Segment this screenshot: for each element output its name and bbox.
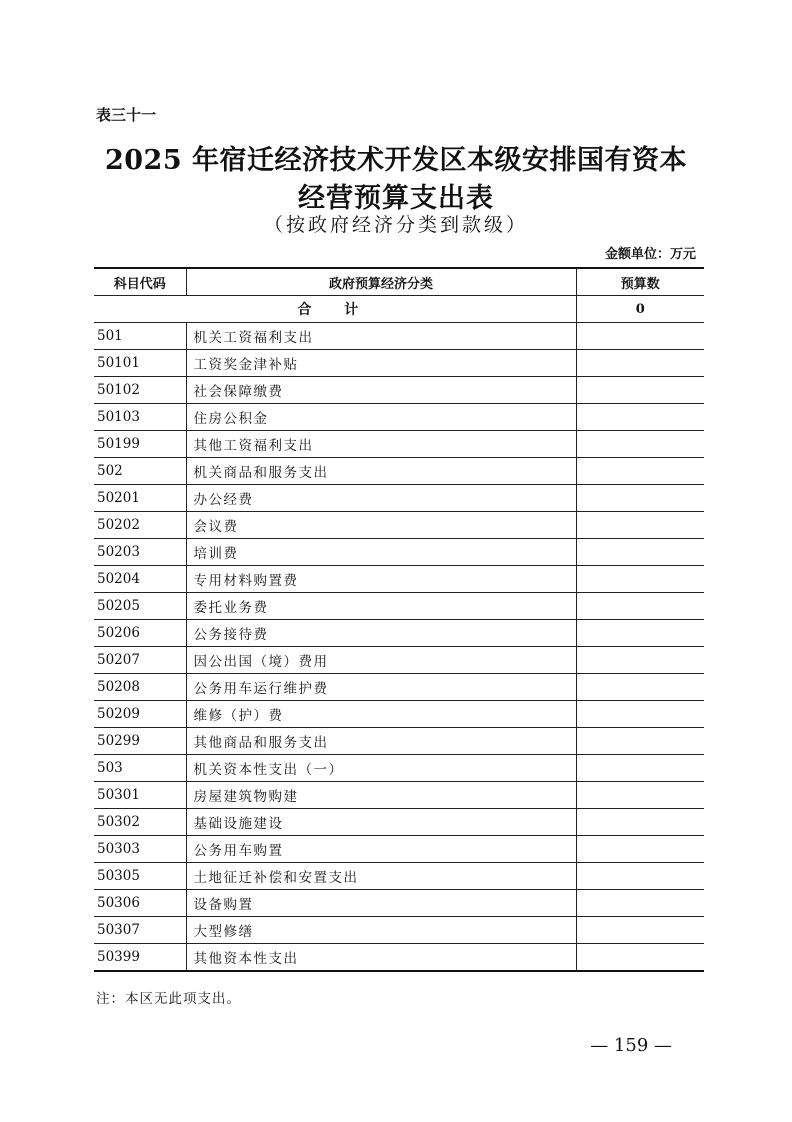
table-header-row [94, 268, 704, 296]
row-category: 社会保障缴费 [186, 377, 576, 404]
row-code: 50399 [94, 944, 186, 972]
row-amount [576, 539, 704, 566]
table-row [94, 917, 704, 944]
row-code: 50204 [94, 566, 186, 593]
header-code: 科目代码 [94, 268, 186, 296]
row-category: 机关工资福利支出 [186, 323, 576, 350]
row-code: 50202 [94, 512, 186, 539]
row-code: 50302 [94, 809, 186, 836]
row-code: 50301 [94, 782, 186, 809]
row-category: 委托业务费 [186, 593, 576, 620]
row-category: 工资奖金津补贴 [186, 350, 576, 377]
row-category: 公务用车购置 [186, 836, 576, 863]
table-row [94, 323, 704, 350]
table-row [94, 566, 704, 593]
table-row [94, 701, 704, 728]
table-row [94, 377, 704, 404]
row-code: 501 [94, 323, 186, 350]
row-code: 50306 [94, 890, 186, 917]
row-code: 50207 [94, 647, 186, 674]
header-amount: 预算数 [576, 268, 704, 296]
table-row [94, 539, 704, 566]
footnote: 注：本区无此项支出。 [96, 991, 241, 1007]
row-amount [576, 701, 704, 728]
row-amount [576, 863, 704, 890]
row-category: 住房公积金 [186, 404, 576, 431]
row-amount [576, 323, 704, 350]
row-category: 公务用车运行维护费 [186, 674, 576, 701]
row-category: 其他资本性支出 [186, 944, 576, 972]
row-amount [576, 917, 704, 944]
row-code: 50203 [94, 539, 186, 566]
row-amount [576, 431, 704, 458]
row-amount [576, 485, 704, 512]
budget-table [94, 267, 704, 972]
row-amount [576, 593, 704, 620]
row-code: 50299 [94, 728, 186, 755]
table-label: 表三十一 [96, 106, 157, 124]
row-amount [576, 404, 704, 431]
row-category: 大型修缮 [186, 917, 576, 944]
row-code: 50208 [94, 674, 186, 701]
row-code: 50307 [94, 917, 186, 944]
row-amount [576, 458, 704, 485]
row-amount [576, 647, 704, 674]
row-code: 50101 [94, 350, 186, 377]
table-row [94, 674, 704, 701]
table-row [94, 809, 704, 836]
row-category: 维修（护）费 [186, 701, 576, 728]
row-category: 会议费 [186, 512, 576, 539]
row-category: 房屋建筑物购建 [186, 782, 576, 809]
document-title-line2: 经营预算支出表 [298, 183, 494, 214]
table-row [94, 647, 704, 674]
page-number: — 159 — [590, 1035, 672, 1056]
row-code: 50205 [94, 593, 186, 620]
row-code: 50209 [94, 701, 186, 728]
table-row [94, 944, 704, 972]
table-row [94, 782, 704, 809]
row-amount [576, 809, 704, 836]
table-row [94, 458, 704, 485]
row-category: 其他工资福利支出 [186, 431, 576, 458]
table-row [94, 620, 704, 647]
row-amount [576, 755, 704, 782]
row-code: 50103 [94, 404, 186, 431]
row-category: 因公出国（境）费用 [186, 647, 576, 674]
row-code: 50102 [94, 377, 186, 404]
row-code: 502 [94, 458, 186, 485]
row-amount [576, 566, 704, 593]
table-row [94, 431, 704, 458]
row-category: 设备购置 [186, 890, 576, 917]
row-category: 基础设施建设 [186, 809, 576, 836]
row-category: 土地征迁补偿和安置支出 [186, 863, 576, 890]
table-row [94, 836, 704, 863]
row-category: 专用材料购置费 [186, 566, 576, 593]
row-amount [576, 350, 704, 377]
total-row [94, 296, 704, 323]
row-code: 50303 [94, 836, 186, 863]
table-row [94, 728, 704, 755]
row-amount [576, 728, 704, 755]
total-label: 合 计 [94, 296, 576, 323]
row-amount [576, 377, 704, 404]
row-code: 50201 [94, 485, 186, 512]
row-amount [576, 944, 704, 972]
row-category: 机关资本性支出（一） [186, 755, 576, 782]
header-category: 政府预算经济分类 [186, 268, 576, 296]
row-code: 50206 [94, 620, 186, 647]
row-amount [576, 836, 704, 863]
row-code: 50199 [94, 431, 186, 458]
row-category: 机关商品和服务支出 [186, 458, 576, 485]
row-category: 培训费 [186, 539, 576, 566]
row-amount [576, 620, 704, 647]
row-category: 办公经费 [186, 485, 576, 512]
row-amount [576, 890, 704, 917]
table-row [94, 593, 704, 620]
table-row [94, 755, 704, 782]
row-code: 50305 [94, 863, 186, 890]
row-category: 公务接待费 [186, 620, 576, 647]
table-row [94, 404, 704, 431]
row-code: 503 [94, 755, 186, 782]
document-title: 2025 年宿迁经济技术开发区本级安排国有资本 [104, 145, 688, 176]
table-row [94, 485, 704, 512]
row-amount [576, 512, 704, 539]
row-amount [576, 674, 704, 701]
table-row [94, 890, 704, 917]
table-row [94, 863, 704, 890]
row-amount [576, 782, 704, 809]
table-row [94, 512, 704, 539]
row-category: 其他商品和服务支出 [186, 728, 576, 755]
total-value: 0 [576, 296, 704, 323]
table-row [94, 350, 704, 377]
document-subtitle: （按政府经济分类到款级） [263, 214, 528, 236]
unit-label: 金额单位：万元 [604, 247, 696, 262]
